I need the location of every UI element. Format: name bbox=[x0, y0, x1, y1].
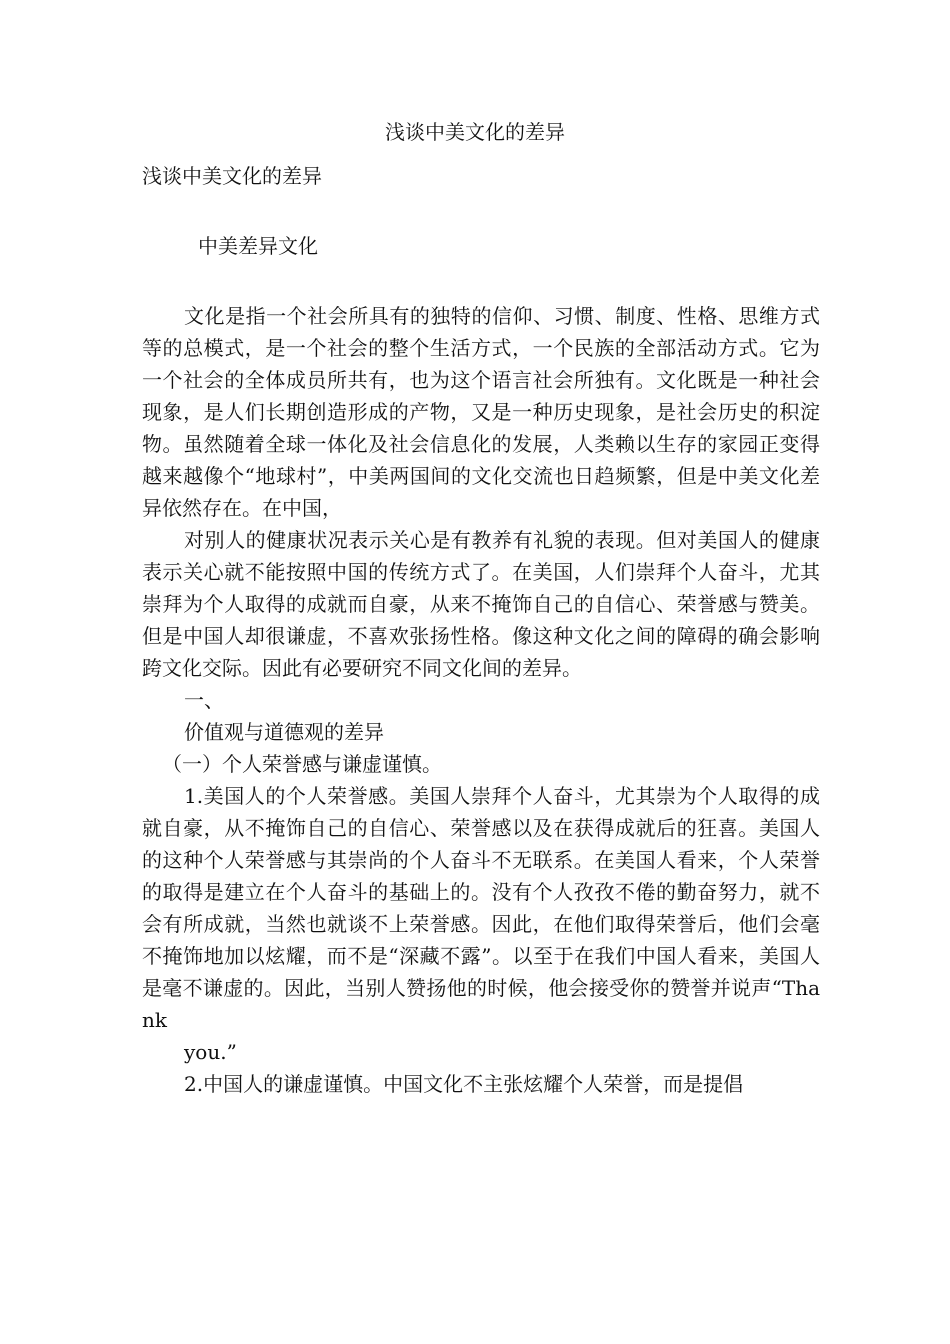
section-number: 一、 bbox=[184, 688, 224, 712]
document-body bbox=[142, 300, 820, 1100]
paragraph-thank-you: you.” bbox=[184, 1040, 237, 1064]
document-title: 浅谈中美文化的差异 bbox=[385, 120, 565, 144]
document-keywords: 中美差异文化 bbox=[198, 234, 318, 258]
paragraph-american-honor: 1.美国人的个人荣誉感。美国人崇拜个人奋斗，尤其崇为个人取得的成就自豪，从不掩饰自己的自信心、荣誉感以及在获得成就后的狂喜。美国人的这种个人荣誉感与其崇尚的个人奋斗不无联系。在美国人看来，个人荣誉的取得是建立在个人奋斗的基础上的。没有个人孜孜不倦的勤奋努力，就不会有所成就，当然也就谈不上荣誉感。因此，在他们取得荣誉后，他们会毫不掩饰地加以炫耀，而不是“深藏不露”。以至于在我们中国人看来，美国人是毫不谦虚的。因此，当别人赞扬他的时候，他会接受你的赞誉并说声“Thank bbox=[142, 784, 820, 1032]
section-heading-values: 价值观与道德观的差异 bbox=[184, 720, 384, 744]
paragraph-chinese-modesty: 2.中国人的谦虚谨慎。中国文化不主张炫耀个人荣誉，而是提倡 bbox=[184, 1072, 744, 1096]
paragraph-culture-definition: 文化是指一个社会所具有的独特的信仰、习惯、制度、性格、思维方式等的总模式，是一个社会的整个生活方式，一个民族的全部活动方式。它为一个社会的全体成员所共有，也为这个语言社会所独有。文化既是一种社会现象，是人们长期创造形成的产物，又是一种历史现象，是社会历史的积淀物。虽然随着全球一体化及社会信息化的发展，人类赖以生存的家园正变得越来越像个“地球村”，中美两国间的文化交流也日趋频繁，但是中美文化差异依然存在。在中国， bbox=[142, 304, 820, 520]
document-subtitle: 浅谈中美文化的差异 bbox=[142, 164, 322, 188]
paragraph-health-concern: 对别人的健康状况表示关心是有教养有礼貌的表现。但对美国人的健康表示关心就不能按照中国的传统方式了。在美国，人们崇拜个人奋斗，尤其崇拜为个人取得的成就而自豪，从来不掩饰自己的自信心、荣誉感与赞美。但是中国人却很谦虚，不喜欢张扬性格。像这种文化之间的障碍的确会影响跨文化交际。因此有必要研究不同文化间的差异。 bbox=[142, 528, 820, 680]
subsection-heading-honor: （一）个人荣誉感与谦虚谨慎。 bbox=[162, 752, 442, 776]
